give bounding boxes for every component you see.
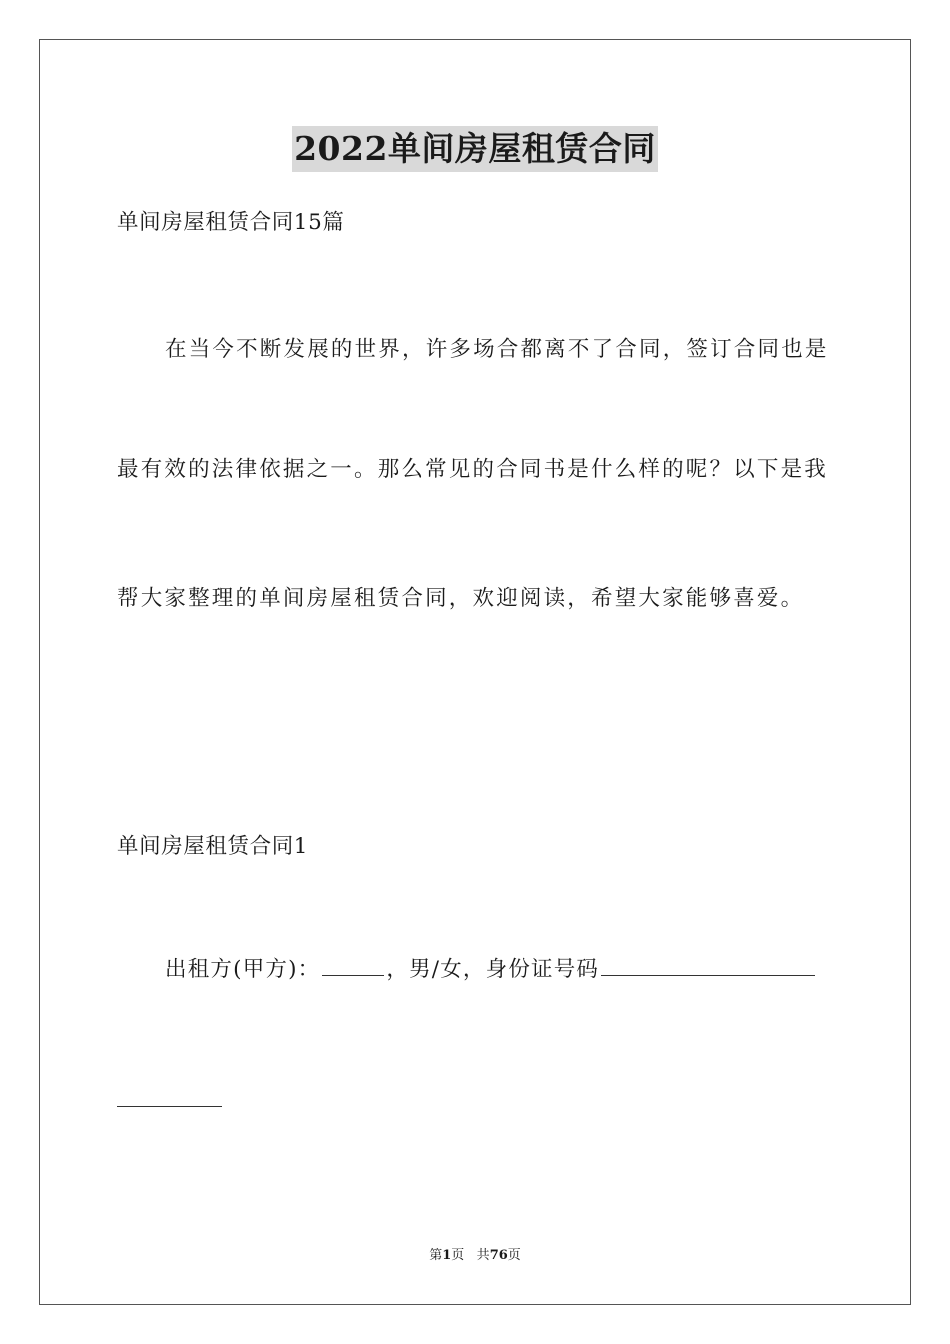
lessor-id-blank-continued <box>117 1086 222 1107</box>
footer-total-prefix: 共 <box>476 1248 490 1263</box>
lessor-id-blank <box>601 955 815 976</box>
footer-page-prefix: 第 <box>429 1248 443 1263</box>
section-heading: 单间房屋租赁合同1 <box>117 834 309 859</box>
intro-line-1: 在当今不断发展的世界，许多场合都离不了合同，签订合同也是 <box>165 337 829 362</box>
lessor-gender-label: ，男/女，身份证号码 <box>386 957 600 982</box>
document-subtitle: 单间房屋租赁合同15篇 <box>117 210 345 235</box>
lessor-party-line <box>117 955 835 985</box>
footer-total-pages: 76 <box>489 1248 508 1263</box>
footer-total-suffix: 页 <box>507 1248 521 1263</box>
lessor-label: 出租方(甲方)： <box>165 957 321 982</box>
page-footer <box>0 1247 950 1265</box>
document-title-block <box>0 126 950 172</box>
footer-page-suffix: 页 <box>451 1248 465 1263</box>
lessor-name-blank <box>322 955 384 976</box>
footer-page-number: 1 <box>442 1248 452 1263</box>
document-title: 2022单间房屋租赁合同 <box>292 126 658 172</box>
intro-line-3: 帮大家整理的单间房屋租赁合同，欢迎阅读，希望大家能够喜爱。 <box>117 586 805 611</box>
intro-line-2: 最有效的法律依据之一。那么常见的合同书是什么样的呢？以下是我 <box>117 457 829 482</box>
